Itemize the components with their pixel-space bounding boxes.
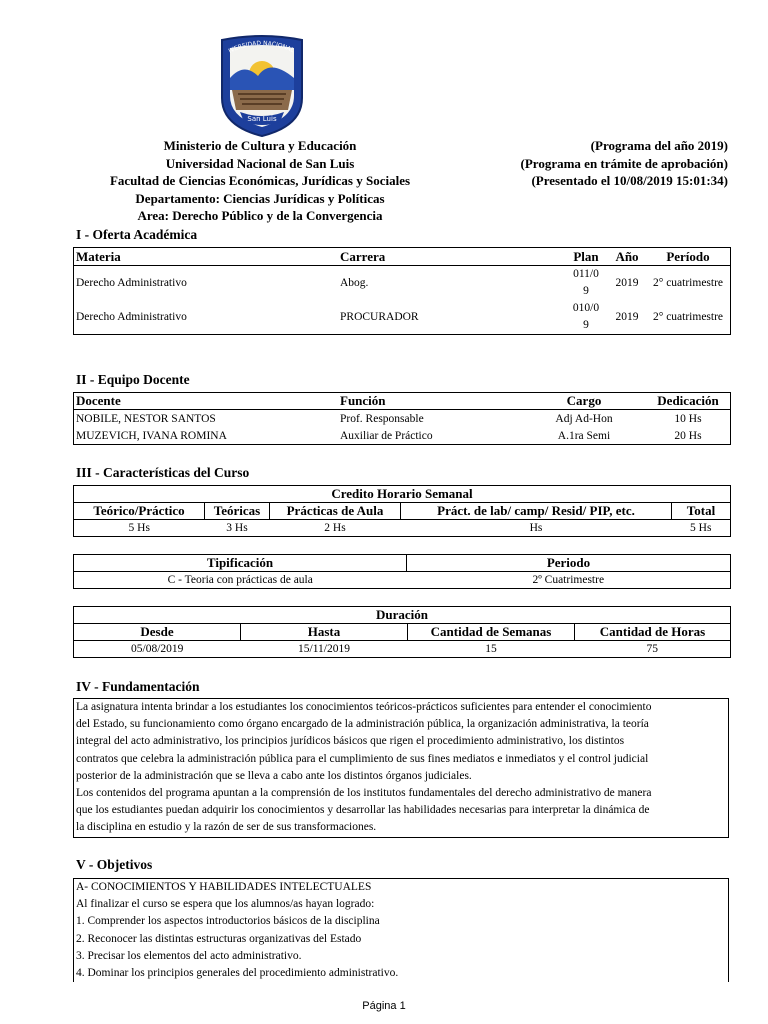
plan-cell: 010/0 9 [572, 302, 600, 331]
program-status-header [521, 137, 728, 190]
col-desde: Desde [74, 624, 241, 641]
institution-header [80, 137, 440, 225]
table-row [74, 410, 731, 428]
col-cargo: Cargo [522, 393, 646, 410]
docente-cell: NOBILE, NESTOR SANTOS [76, 412, 216, 425]
section-title-caracteristicas: III - Características del Curso [76, 465, 250, 480]
plan-cell: 011/0 9 [573, 268, 599, 297]
ministerio: Ministerio de Cultura y Educación [163, 138, 357, 153]
teorico-practico-value: 5 Hs [128, 522, 150, 534]
table-row [74, 520, 731, 537]
col-anio: Año [608, 248, 646, 266]
col-periodo: Período [646, 248, 731, 266]
table-row [74, 427, 731, 445]
fundamentacion-text: La asignatura intenta brindar a los estudiantes los conocimientos teóricos-prácticos suficientes para entender el conocimiento del Estado, su funcionamiento como órgano encargado de la administración pública, la organización administrativa, la teoría integral del acto administrativo, los principios jurídicos básicos que rigen el procedimiento administrativo, los distintos contratos que celebra la administración pública para el cumplimiento de sus fines mediatos e inmediatos y el control judicial posterior de la administración que se lleva a cabo ante los distintos órganos judiciales. Los contenidos del programa apuntan a la comprensión de los institutos fundamentales del derecho administrativo de manera que los estudiantes puedan adquirir los conocimientos y desarrollar las habilidades necesarias para interpretar la dinámica de la disciplina en estudio y la razón de ser de sus transformaciones. [73, 698, 729, 838]
hasta-value: 15/11/2019 [298, 643, 350, 655]
university-seal-logo [218, 34, 306, 138]
funcion-cell: Auxiliar de Práctico [340, 429, 433, 442]
col-dedicacion: Dedicación [646, 393, 731, 410]
col-materia: Materia [74, 248, 339, 266]
col-practicas-aula: Prácticas de Aula [270, 503, 401, 520]
equipo-table [73, 392, 731, 445]
materia-cell: Derecho Administrativo [76, 277, 187, 289]
table-row [74, 572, 731, 589]
duracion-title: Duración [74, 607, 731, 624]
col-hasta: Hasta [241, 624, 408, 641]
periodo-value: 2º Cuatrimestre [532, 574, 605, 586]
oferta-table [73, 247, 731, 335]
total-value: 5 Hs [690, 522, 712, 534]
cargo-cell: A.1ra Semi [557, 429, 611, 442]
tipificacion-table [73, 554, 731, 589]
periodo-cell: 2° cuatrimestre [652, 277, 724, 289]
section-title-objetivos: V - Objetivos [76, 857, 153, 872]
col-teoricas: Teóricas [205, 503, 270, 520]
page-number: Página 1 [362, 1000, 406, 1012]
programa-presentado: (Presentado el 10/08/2019 15:01:34) [531, 173, 728, 188]
col-funcion: Función [338, 393, 522, 410]
section-title-equipo: II - Equipo Docente [76, 372, 190, 387]
credito-horario-table [73, 485, 731, 537]
logo-top-text: IVERSIDAD NACIONAL [227, 39, 296, 55]
cargo-cell: Adj Ad-Hon [555, 412, 613, 425]
facultad: Facultad de Ciencias Económicas, Jurídicas y Sociales [109, 173, 411, 188]
table-row [74, 266, 731, 301]
tipificacion-value: C - Teoria con prácticas de aula [167, 574, 313, 586]
pract-lab-value: Hs [529, 522, 543, 534]
funcion-cell: Prof. Responsable [340, 412, 424, 425]
dedicacion-cell: 20 Hs [674, 429, 702, 442]
teoricas-value: 3 Hs [226, 522, 248, 534]
table-row [74, 300, 731, 335]
col-periodo: Periodo [407, 555, 731, 572]
programa-anio: (Programa del año 2019) [590, 138, 728, 153]
dedicacion-cell: 10 Hs [674, 412, 702, 425]
carrera-cell: Abog. [340, 277, 369, 289]
programa-tramite: (Programa en trámite de aprobación) [520, 155, 728, 171]
desde-value: 05/08/2019 [131, 643, 184, 655]
periodo-cell: 2° cuatrimestre [652, 311, 724, 323]
section-title-oferta: I - Oferta Académica [76, 227, 198, 242]
col-semanas: Cantidad de Semanas [408, 624, 575, 641]
docente-cell: MUZEVICH, IVANA ROMINA [76, 429, 227, 442]
logo-bottom-text: San Luis [247, 115, 277, 123]
col-horas: Cantidad de Horas [575, 624, 731, 641]
col-docente: Docente [74, 393, 339, 410]
area: Area: Derecho Público y de la Convergencia [137, 208, 383, 223]
horas-value: 75 [646, 643, 658, 655]
anio-cell: 2019 [615, 311, 639, 323]
col-total: Total [672, 503, 731, 520]
anio-cell: 2019 [615, 277, 639, 289]
col-tipificacion: Tipificación [74, 555, 407, 572]
col-pract-lab: Práct. de lab/ camp/ Resid/ PIP, etc. [401, 503, 672, 520]
departamento: Departamento: Ciencias Jurídicas y Políticas [135, 190, 385, 206]
objetivos-text: A- CONOCIMIENTOS Y HABILIDADES INTELECTUALES Al finalizar el curso se espera que los alumnos/as hayan logrado: 1. Comprender los aspectos introductorios básicos de la disciplina 2. Reconocer las distintas estructuras organizativas del Estado 3. Precisar los elementos del acto administrativo. 4. Dominar los principios generales del procedimiento administrativo. [73, 878, 729, 982]
materia-cell: Derecho Administrativo [76, 311, 187, 323]
table-row [74, 641, 731, 658]
credito-title: Credito Horario Semanal [74, 486, 731, 503]
col-carrera: Carrera [338, 248, 564, 266]
section-title-fundamentacion: IV - Fundamentación [76, 679, 200, 694]
col-teorico-practico: Teórico/Práctico [74, 503, 205, 520]
universidad: Universidad Nacional de San Luis [165, 155, 355, 171]
duracion-table [73, 606, 731, 658]
practicas-aula-value: 2 Hs [324, 522, 346, 534]
semanas-value: 15 [485, 643, 497, 655]
carrera-cell: PROCURADOR [340, 311, 419, 323]
col-plan: Plan [564, 248, 608, 266]
